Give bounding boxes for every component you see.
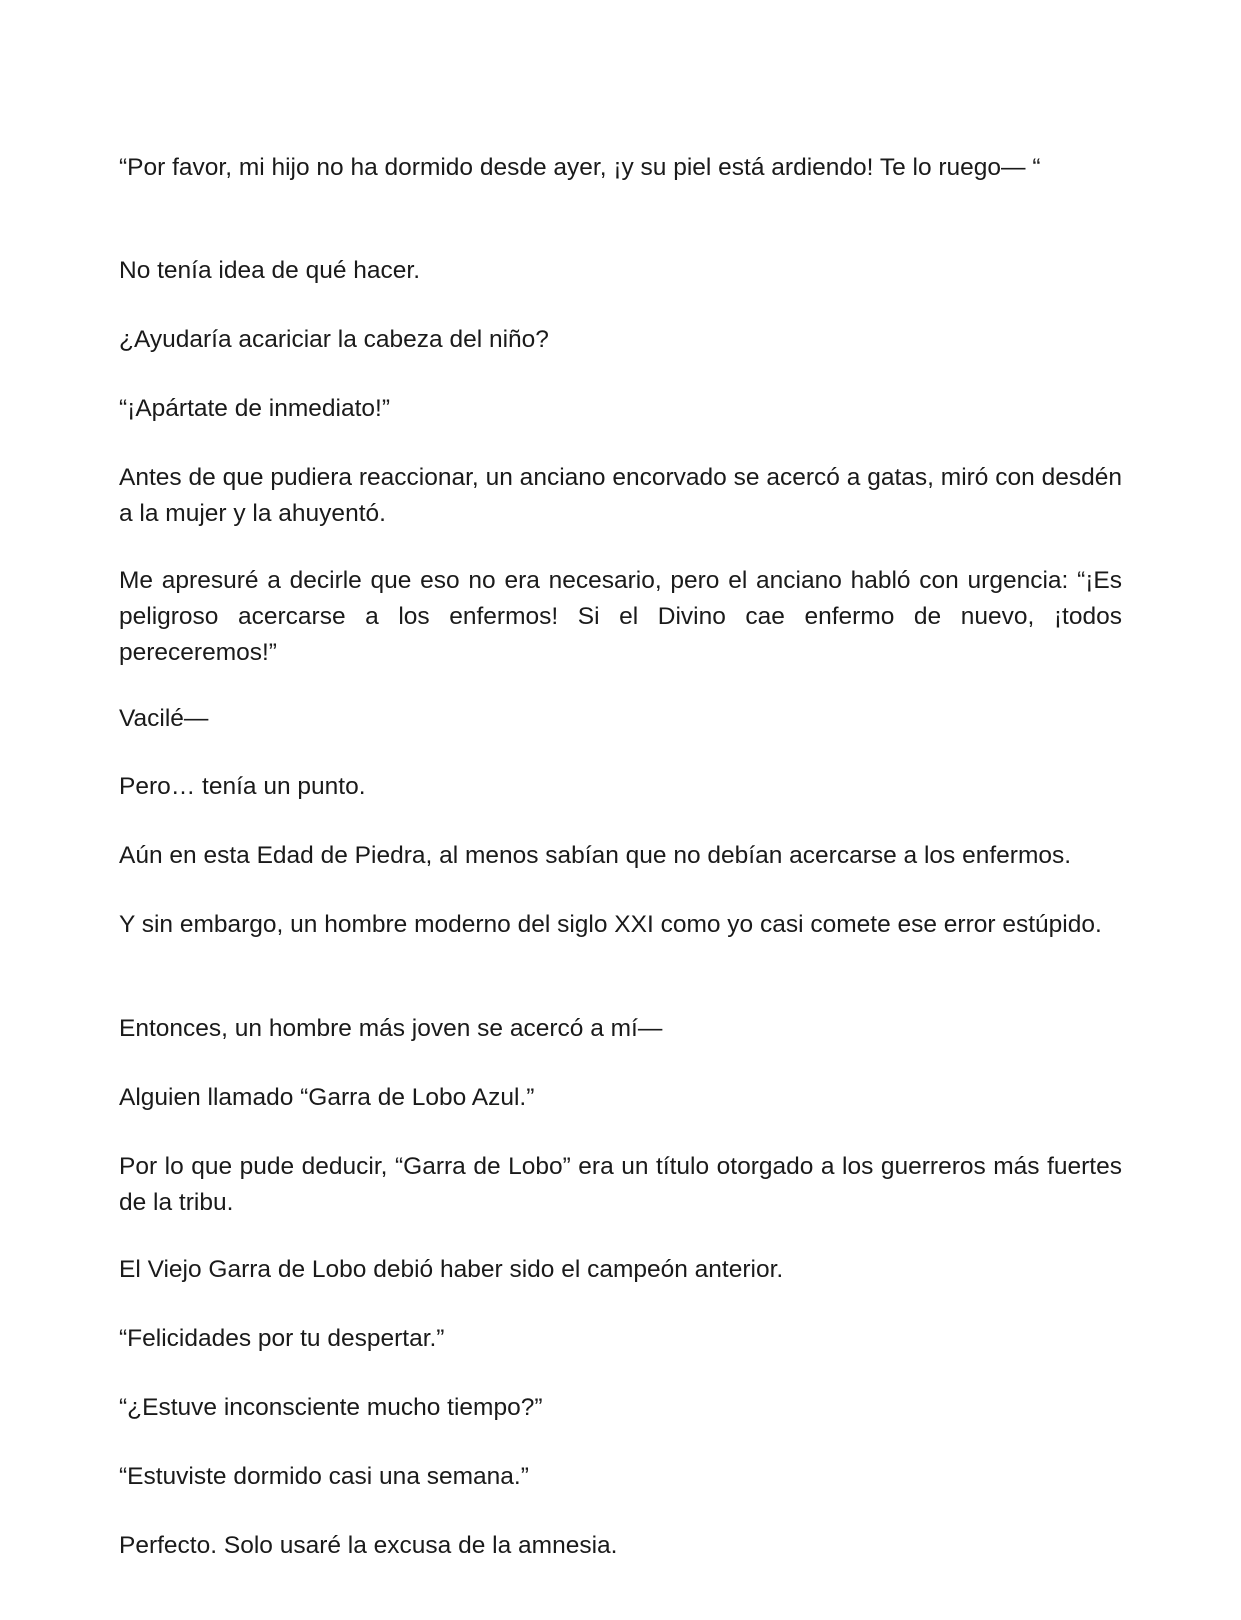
paragraph-3: ¿Ayudaría acariciar la cabeza del niño? xyxy=(119,326,549,353)
paragraph-1: “Por favor, mi hijo no ha dormido desde ayer, ¡y su piel está ardiendo! Te lo ruego— “ xyxy=(119,154,1041,181)
paragraph-5: Antes de que pudiera reaccionar, un anciano encorvado se acercó a gatas, miró con desdén a la mujer y la ahuyentó. xyxy=(119,464,1122,527)
paragraph-14: El Viejo Garra de Lobo debió haber sido el campeón anterior. xyxy=(119,1256,784,1283)
paragraph-2: No tenía idea de qué hacer. xyxy=(119,257,421,284)
paragraph-6: Me apresuré a decirle que eso no era necesario, pero el anciano habló con urgencia: “¡Es peligroso acercarse a los enfermos! Si el Divino cae enfermo de nuevo, ¡todos pereceremos!” xyxy=(119,567,1122,666)
paragraph-4: “¡Apártate de inmediato!” xyxy=(119,395,390,422)
paragraph-8: Pero… tenía un punto. xyxy=(119,773,366,800)
paragraph-16: “¿Estuve inconsciente mucho tiempo?” xyxy=(119,1394,543,1421)
paragraph-17: “Estuviste dormido casi una semana.” xyxy=(119,1463,529,1490)
paragraph-13: Por lo que pude deducir, “Garra de Lobo” era un título otorgado a los guerreros más fuertes de la tribu. xyxy=(119,1153,1122,1216)
paragraph-18: Perfecto. Solo usaré la excusa de la amnesia. xyxy=(119,1532,618,1559)
paragraph-7: Vacilé— xyxy=(119,705,209,732)
paragraph-9: Aún en esta Edad de Piedra, al menos sabían que no debían acercarse a los enfermos. xyxy=(119,842,1072,869)
paragraph-11: Entonces, un hombre más joven se acercó a mí— xyxy=(119,1015,663,1042)
paragraph-10: Y sin embargo, un hombre moderno del siglo XXI como yo casi comete ese error estúpido. xyxy=(119,911,1102,938)
paragraph-12: Alguien llamado “Garra de Lobo Azul.” xyxy=(119,1084,535,1111)
paragraph-15: “Felicidades por tu despertar.” xyxy=(119,1325,445,1352)
